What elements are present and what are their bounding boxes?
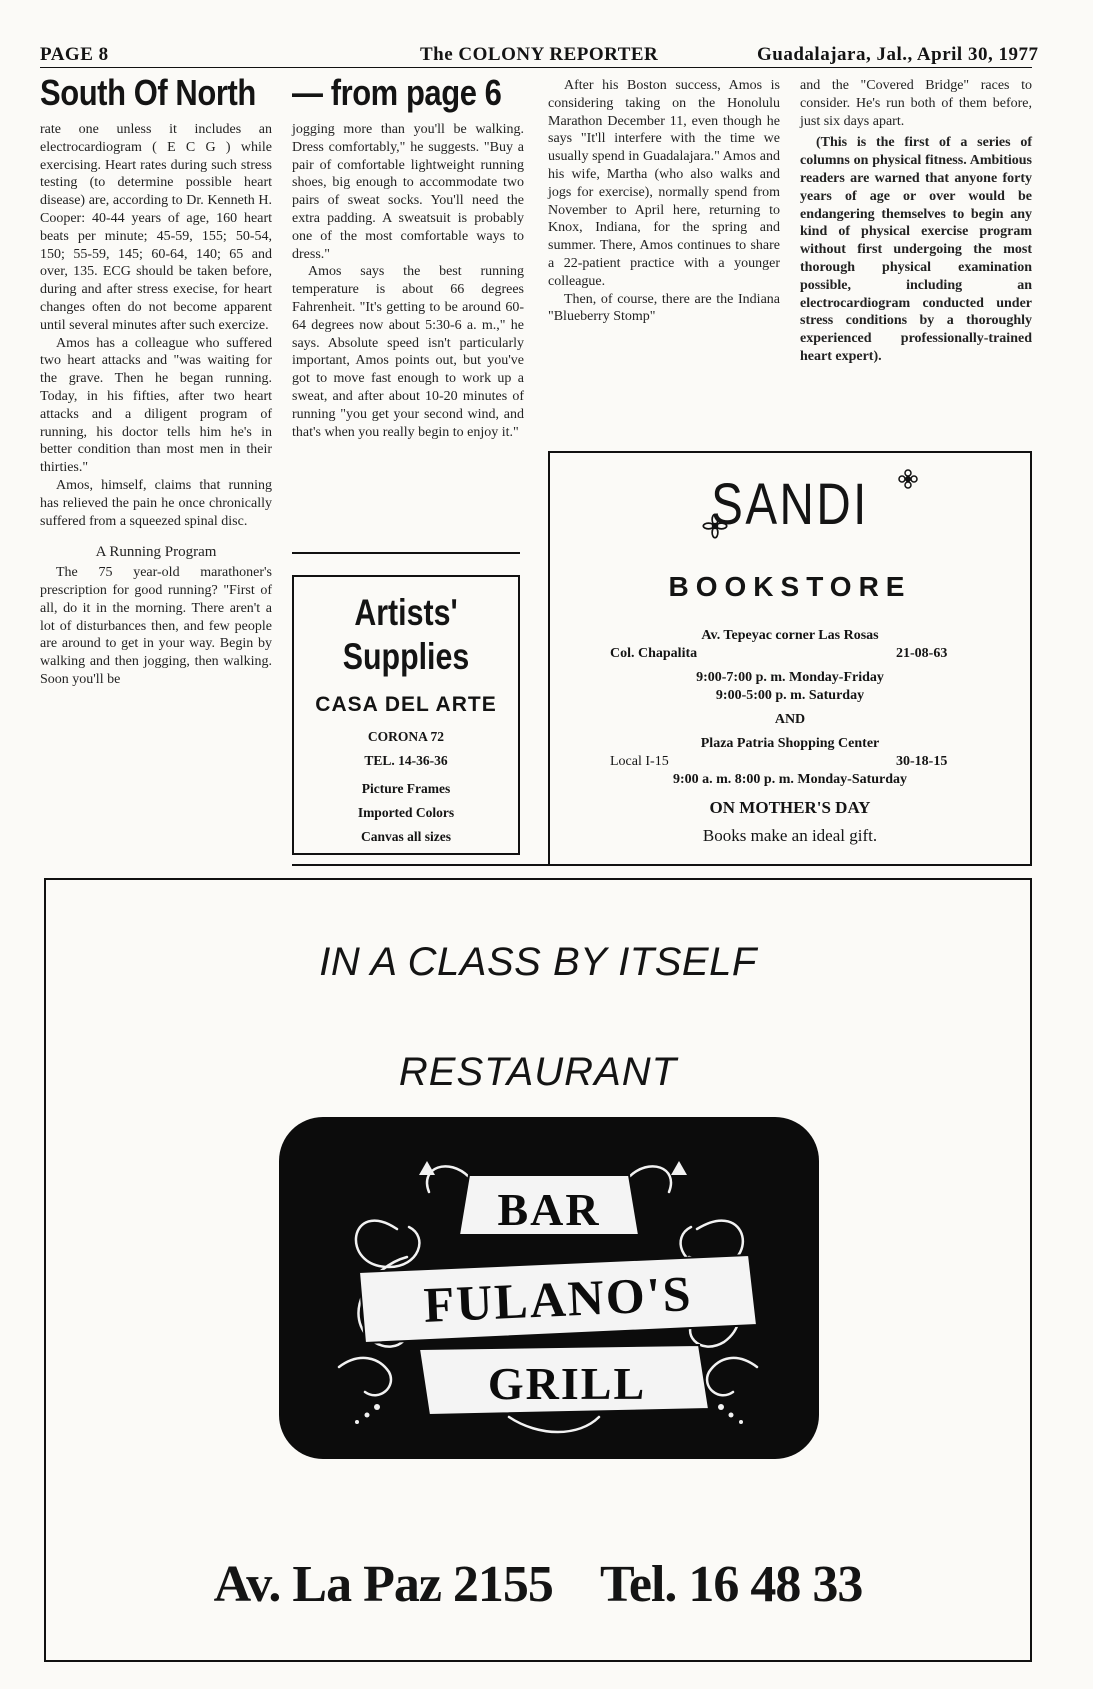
headline-continuation: — from page 6 <box>292 72 502 113</box>
paragraph: Amos says the best running temperature is about 66 degrees Fahrenheit. "It's getting to be around 60-64 degrees now about 5:30-6 a. m.," he says. Absolute speed isn't particularly important, Amos points out, but you've got to move fast enough to work up a sweat, and after about 10-20 minutes of running "you get your second wind, and that's when you really begin to enjoy it." <box>292 264 524 440</box>
ad-slogan: IN A CLASS BY ITSELF <box>319 940 757 984</box>
ad-item: Canvas all sizes <box>360 829 451 844</box>
artists-supplies-ad <box>292 575 520 855</box>
paragraph: Amos, himself, claims that running has relieved the pain he once chronically suffered from a squeezed spinal disc. <box>40 477 272 529</box>
article-column-4 <box>800 77 1032 366</box>
ad-item: Imported Colors <box>357 805 455 820</box>
paragraph: jogging more than you'll be walking. Dress comfortably," he suggests. "Buy a pair of comfortable lightweight running shoes, big enough to accommodate two pairs of sweat socks. You'll need the extra padding. A sweatsuit is probably one of the most comfortable ways to dress." <box>292 122 524 262</box>
paragraph: The 75 year-old marathoner's prescription for good running? "First of all, do it in the morning. There aren't a lot of disturbances then, and few people are around to get in your way. Begin by walking and then jogging, then walking. Soon you'll be <box>40 565 272 687</box>
paragraph: Amos has a colleague who suffered two heart attacks and "was waiting for the grave. Then he began running. Today, in his fifties, after two heart attacks and a diligent program of running, his doctor tells him he's in better condition than most men in their thirties." <box>40 335 272 476</box>
column-rule <box>292 552 520 554</box>
newspaper-name: The COLONY REPORTER <box>420 44 659 65</box>
ad-title: Artists' Supplies <box>342 592 470 677</box>
logo-text-bar: BAR <box>497 1184 601 1235</box>
subheading: A Running Program <box>95 544 217 561</box>
store-type: BOOKSTORE <box>668 571 912 602</box>
headline: South Of North <box>40 72 256 113</box>
store-address: CORONA 72 <box>367 729 445 744</box>
paragraph: After his Boston success, Amos is considering taking on the Honolulu Marathon December 11, even though he says "It'll interfere with the time we usually spend in Guadalajara." Amos and his wife, Martha (who also walks and jogs for exercise), normally spend from November to April here, returning to Knox, Indiana, for the spring and summer. There, Amos continues to share a 22-patient practice with a younger colleague. <box>548 78 780 289</box>
editor-note: (This is the first of a series of columns on physical fitness. Ambitious readers are warned that anyone forty years of age or over would be endangering themselves to begin any kind of physical exercise program without first undergoing the most thorough physical examination possible, including an electrocardiogram conducted under stress conditions by a thoroughly experienced professionally-trained heart expert). <box>800 135 1032 364</box>
article-column-3 <box>548 77 780 326</box>
store-hours: 9:00-7:00 p. m. Monday-Friday <box>696 670 884 685</box>
store-hours: 9:00-5:00 p. m. Saturday <box>715 688 865 703</box>
store-local: Local I-15 <box>610 754 669 769</box>
restaurant-logo <box>279 1117 819 1459</box>
store-hours: 9:00 a. m. 8:00 p. m. Monday-Saturday <box>672 772 908 787</box>
column-rule <box>292 864 1032 866</box>
article-column-1 <box>40 121 272 689</box>
page-number: PAGE 8 <box>40 44 109 65</box>
store-colonia: Col. Chapalita <box>610 646 698 661</box>
promo-line: ON MOTHER'S DAY <box>709 798 871 817</box>
store-name: CASA DEL ARTE <box>315 693 497 716</box>
store-address: Av. Tepeyac corner Las Rosas <box>701 628 879 643</box>
store-phone: TEL. 14-36-36 <box>364 753 448 768</box>
paragraph: Then, of course, there are the Indiana "Blueberry Stomp" <box>548 291 780 325</box>
restaurant-address-phone: Av. La Paz 2155 Tel. 16 48 33 <box>213 1556 863 1613</box>
paragraph: and the "Covered Bridge" races to consider. He's run both of them before, just six days apart. <box>800 78 1032 129</box>
bar-fulanos-grill-ad <box>44 878 1032 1662</box>
store-phone: 21-08-63 <box>896 646 948 661</box>
header-rule <box>40 67 1032 68</box>
and-label: AND <box>774 712 806 727</box>
logo-text-name: FULANO'S <box>422 1265 694 1333</box>
promo-line: Books make an ideal gift. <box>702 826 878 845</box>
store-phone: 30-18-15 <box>896 754 948 769</box>
article-column-2 <box>292 121 524 441</box>
ad-business-type: RESTAURANT <box>398 1050 678 1094</box>
logo-text-grill: GRILL <box>487 1358 647 1409</box>
paragraph: rate one unless it includes an electrocardiogram ( E C G ) while exercising. Heart rates during such stress testing (to determine possible heart disease) are, according to Dr. Kenneth H. Cooper: 40-44 years of age, 160 heart beats per minute; 45-59, 155; 50-54, 150; 55-59, 145; 60-64, 140; 65 and over, 135. ECG should be taken before, during and after stress execise, for heart changes often do not become apparent until several minutes after such exercize. <box>40 122 272 333</box>
ad-item: Picture Frames <box>361 781 451 796</box>
sandi-bookstore-ad <box>548 451 1032 866</box>
dateline: Guadalajara, Jal., April 30, 1977 <box>757 44 1039 65</box>
store-address: Plaza Patria Shopping Center <box>700 736 880 751</box>
store-logo-text: SANDI <box>711 472 869 537</box>
